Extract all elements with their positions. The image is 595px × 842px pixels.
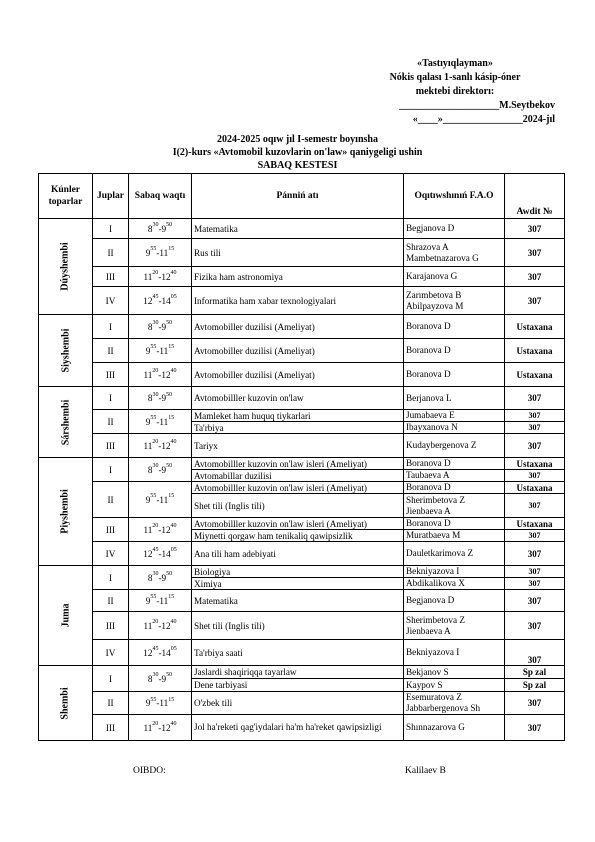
teacher-name: Abdikalikova X [406, 578, 465, 588]
pair-number: III [93, 612, 129, 640]
pair-number: IV [93, 542, 129, 566]
time-end-hour: 9 [161, 393, 167, 403]
time-start-hour: 8 [147, 673, 153, 684]
teacher-cell [404, 239, 505, 267]
room-cell: 307 [505, 387, 565, 410]
pair-number: II [93, 339, 129, 363]
approval-date: «____»________________2024-jıl [412, 114, 555, 125]
time-end-hour: 11 [159, 494, 169, 505]
pair-time: $9^{55}-11^{15}$ [129, 590, 192, 612]
teacher-name: Bekniyazova I [406, 566, 460, 576]
table-row [39, 482, 565, 494]
teacher-cell [404, 530, 505, 542]
teacher-cell [404, 578, 505, 590]
subject-cell: Informatika ham xabar texnologiyalari [192, 287, 404, 315]
teacher-name: Kudaybergenova Z [406, 440, 477, 450]
time-end-hour: 9 [161, 464, 167, 475]
teacher-name: Begjanova D [406, 595, 455, 605]
subject-cell: Shet tili (Inglis tili) [192, 494, 404, 518]
teacher-name: Sherimbetova Z [406, 494, 465, 505]
teacher-cell [404, 494, 505, 518]
time-end-minute: 05 [170, 547, 177, 554]
time-end-minute: 15 [168, 246, 175, 253]
day-name: Shembi [59, 686, 71, 720]
time-start-minute: 30 [152, 672, 159, 679]
teacher-cell [404, 482, 505, 494]
teacher-name: Begjanova D [406, 223, 455, 233]
time-end-minute: 15 [168, 493, 175, 500]
teacher-name: Boranova D [406, 458, 451, 468]
time-start-minute: 20 [152, 523, 159, 530]
room-cell: 307 [505, 239, 565, 267]
teacher-cell [404, 518, 505, 530]
time-start-minute: 55 [150, 344, 157, 351]
pair-time: $8^{30}-9^{50}$ [129, 387, 192, 410]
time-start-minute: 30 [152, 222, 159, 229]
teacher-cell [404, 422, 505, 434]
table-row [39, 315, 565, 339]
pair-number: I [93, 219, 129, 239]
time-end-minute: 15 [168, 696, 175, 703]
pair-time: $12^{45}-14^{05}$ [129, 640, 192, 666]
time-end-hour: 9 [161, 572, 167, 583]
room-cell: 307 [505, 612, 565, 640]
table-row [39, 518, 565, 530]
time-start-minute: 55 [150, 493, 157, 500]
room-cell: 307 [505, 566, 565, 578]
pair-number: III [93, 267, 129, 287]
room-cell: 307 [505, 494, 565, 518]
time-start-hour: 8 [147, 393, 153, 403]
heading-course: I(2)-kurs «Avtomobil kuzovlarin on'law» qaniygeligi ushin [172, 147, 423, 158]
pair-time: $11^{20}-12^{40}$ [129, 715, 192, 741]
day-cell [39, 219, 93, 315]
room-cell: 307 [505, 470, 565, 482]
subject-cell: Avtomobiller duzilisi (Ameliyat) [192, 339, 404, 363]
teacher-name: Ibayxanova N [406, 422, 458, 432]
teacher-name: Karajanova G [406, 271, 458, 281]
time-end-hour: 11 [159, 698, 169, 708]
time-end-hour: 12 [161, 722, 171, 733]
time-start-hour: 9 [145, 698, 151, 708]
day-name: Siyshembi [60, 328, 71, 373]
time-start-hour: 9 [145, 494, 151, 505]
subject-cell: Rus tili [192, 239, 404, 267]
subject-cell: Matematika [192, 219, 404, 239]
pair-time: $11^{20}-12^{40}$ [129, 267, 192, 287]
teacher-cell [404, 339, 505, 363]
teacher-cell [404, 640, 505, 666]
subject-cell: Miynetti qorgaw ham tenikaliq qawipsizlik [192, 530, 404, 542]
time-end-minute: 15 [168, 344, 175, 351]
pair-number: III [93, 518, 129, 542]
time-start-hour: 11 [143, 271, 153, 282]
teacher-name: Kaypov S [406, 679, 443, 690]
teacher-name: Jienbaeva A [406, 625, 451, 636]
time-end-minute: 05 [170, 294, 177, 301]
room-cell: 307 [505, 692, 565, 715]
time-start-minute: 30 [152, 571, 159, 578]
teacher-name: Dauletkarimova Z [406, 548, 474, 558]
pair-time: $8^{30}-9^{50}$ [129, 458, 192, 482]
time-start-minute: 45 [152, 547, 159, 554]
room-cell: 307 [505, 530, 565, 542]
pair-time: $12^{45}-14^{05}$ [129, 287, 192, 315]
time-start-minute: 20 [152, 368, 159, 375]
approval-title: «Tastıyıqlayman» [417, 58, 493, 69]
teacher-name: Boranova D [406, 345, 451, 355]
teacher-name: Boranova D [406, 518, 451, 528]
subject-cell: Shet tili (Inglis tili) [192, 612, 404, 640]
time-end-hour: 14 [161, 647, 171, 658]
teacher-name: Boranova D [406, 321, 451, 331]
pair-number: II [93, 482, 129, 518]
teacher-name: Shrazova A [406, 241, 449, 252]
pair-time: $11^{20}-12^{40}$ [129, 612, 192, 640]
time-start-minute: 45 [152, 646, 159, 653]
subject-cell: Avtomobilller kuzovin on'law [192, 387, 404, 410]
teacher-name: Taubaeva A [406, 470, 450, 480]
teacher-name: Boranova D [406, 482, 451, 492]
time-end-minute: 40 [170, 270, 177, 277]
approval-position: mektebi direktorı: [415, 86, 495, 97]
teacher-cell [404, 267, 505, 287]
subject-cell: Avtomobilller kuzovin on'law isleri (Ameliyat) [192, 482, 404, 494]
subject-cell: Avtomobilller kuzovin on'law isleri (Ameliyat) [192, 458, 404, 470]
approval-signature: ____________________M.Seytbekov [399, 100, 555, 111]
teacher-name: Jienbaeva A [406, 505, 451, 516]
pair-number: III [93, 363, 129, 387]
subject-cell: Avtomobilller kuzovin on'law isleri (Ameliyat) [192, 518, 404, 530]
pair-number: III [93, 434, 129, 458]
teacher-cell [404, 363, 505, 387]
time-start-hour: 8 [147, 321, 153, 332]
time-end-minute: 05 [170, 646, 177, 653]
teacher-name: Zarımbetova B [406, 289, 462, 300]
teacher-name: Shınnazarova G [406, 722, 465, 732]
subject-cell: Biologiya [192, 566, 404, 578]
subject-cell: Ta'rbiya [192, 422, 404, 434]
day-name: Juma [60, 603, 71, 628]
room-cell: Sp zal [505, 666, 565, 679]
time-end-minute: 40 [170, 721, 177, 728]
table-row [39, 239, 565, 267]
room-cell: 307 [505, 715, 565, 741]
teacher-cell [404, 666, 505, 679]
table-row [39, 410, 565, 422]
table-row [39, 387, 565, 410]
header-time: Sabaq waqtı [129, 174, 192, 219]
time-start-minute: 55 [150, 594, 157, 601]
teacher-name: Jabbarbergenova Sh [406, 703, 481, 713]
subject-cell: O'zbek tili [192, 692, 404, 715]
room-cell: Ustaxana [505, 458, 565, 470]
time-end-hour: 12 [161, 620, 171, 631]
pair-number: I [93, 666, 129, 692]
table-row [39, 267, 565, 287]
room-cell: 307 [505, 287, 565, 315]
table-row [39, 715, 565, 741]
day-cell [39, 387, 93, 458]
pair-time: $8^{30}-9^{50}$ [129, 315, 192, 339]
day-name: Dúyshembi [59, 242, 71, 291]
time-end-minute: 40 [170, 368, 177, 375]
time-end-minute: 15 [168, 415, 175, 422]
time-start-minute: 55 [150, 696, 157, 703]
time-start-hour: 12 [143, 647, 153, 658]
pair-time: $9^{55}-11^{15}$ [129, 239, 192, 267]
table-row [39, 692, 565, 715]
table-row [39, 287, 565, 315]
subject-cell: Tariyx [192, 434, 404, 458]
time-end-minute: 15 [168, 594, 175, 601]
teacher-name: Abilpayzova M [406, 300, 464, 311]
teacher-cell [404, 287, 505, 315]
teacher-cell [404, 566, 505, 578]
table-row [39, 458, 565, 470]
day-cell [39, 666, 93, 741]
time-end-hour: 14 [161, 295, 171, 306]
time-end-minute: 50 [166, 571, 173, 578]
time-end-minute: 50 [166, 320, 173, 327]
time-end-hour: 9 [161, 321, 167, 332]
footer-right: Kalilaev B [405, 766, 446, 776]
day-name: Piyshembi [59, 489, 71, 534]
time-end-hour: 9 [161, 673, 167, 684]
time-start-hour: 9 [145, 247, 151, 258]
subject-cell: Mamleket ham huquq tiykarlari [192, 410, 404, 422]
subject-cell: Dene tarbiyasi [192, 679, 404, 692]
time-end-hour: 14 [161, 548, 171, 559]
time-end-minute: 40 [170, 523, 177, 530]
time-end-hour: 9 [161, 223, 167, 234]
table-row [39, 640, 565, 666]
table-header-row [39, 174, 565, 219]
header-pair: Juplar [93, 174, 129, 219]
time-start-hour: 12 [143, 295, 153, 306]
room-cell: Ustaxana [505, 339, 565, 363]
teacher-cell [404, 470, 505, 482]
time-start-hour: 11 [143, 369, 153, 380]
pair-number: III [93, 715, 129, 741]
room-cell: Ustaxana [505, 482, 565, 494]
time-end-hour: 11 [159, 345, 169, 356]
time-start-hour: 11 [143, 722, 153, 733]
footer-left: OIBDO: [133, 766, 166, 776]
subject-cell: Matematika [192, 590, 404, 612]
subject-cell: Avtomobiller duzilisi (Ameliyat) [192, 315, 404, 339]
teacher-name: Esemuratova Z [406, 692, 462, 702]
room-cell: 307 [505, 542, 565, 566]
pair-number: II [93, 239, 129, 267]
teacher-cell [404, 219, 505, 239]
room-cell: 307 [505, 422, 565, 434]
time-end-minute: 40 [170, 439, 177, 446]
schedule-body [39, 219, 565, 741]
time-start-hour: 11 [143, 440, 153, 451]
header-teacher: Oqıtıwshınıń F.A.O [404, 174, 505, 219]
teacher-cell [404, 434, 505, 458]
time-start-minute: 20 [152, 270, 159, 277]
header-subject: Pánniń atı [192, 174, 404, 219]
table-row [39, 666, 565, 679]
pair-time: $11^{20}-12^{40}$ [129, 434, 192, 458]
time-start-minute: 55 [150, 246, 157, 253]
day-cell [39, 566, 93, 666]
pair-number: II [93, 410, 129, 434]
time-end-minute: 50 [166, 672, 173, 679]
room-cell: 307 [505, 640, 565, 666]
time-start-hour: 9 [145, 345, 151, 356]
table-row [39, 219, 565, 239]
teacher-name: Bekjanov S [406, 666, 449, 677]
time-end-hour: 12 [161, 369, 171, 380]
pair-time: $9^{55}-11^{15}$ [129, 482, 192, 518]
subject-cell: Jaslardi shaqiriqqa tayarlaw [192, 666, 404, 679]
time-start-minute: 20 [152, 439, 159, 446]
room-cell: Sp zal [505, 679, 565, 692]
day-cell [39, 315, 93, 387]
table-row [39, 363, 565, 387]
time-end-hour: 11 [159, 416, 169, 427]
time-end-minute: 40 [170, 619, 177, 626]
time-start-minute: 30 [152, 320, 159, 327]
room-cell: 307 [505, 219, 565, 239]
time-start-hour: 11 [143, 524, 153, 535]
teacher-name: Sherimbetova Z [406, 614, 465, 625]
teacher-cell [404, 315, 505, 339]
day-name: Sárshembi [60, 399, 71, 445]
pair-number: II [93, 590, 129, 612]
approval-school: Nókis qalası 1-sanlı kásip-óner [389, 72, 521, 83]
subject-cell: Avtomabillar duzilisi [192, 470, 404, 482]
subject-cell: Ximiya [192, 578, 404, 590]
time-end-hour: 12 [161, 440, 171, 451]
pair-time: $9^{55}-11^{15}$ [129, 692, 192, 715]
teacher-name: Boranova D [406, 369, 451, 379]
table-row [39, 434, 565, 458]
pair-number: IV [93, 287, 129, 315]
heading-semester: 2024-2025 oqıw jıl I-semestr boyınsha [217, 134, 378, 145]
room-cell: 307 [505, 267, 565, 287]
time-end-minute: 50 [166, 463, 173, 470]
pair-time: $8^{30}-9^{50}$ [129, 219, 192, 239]
pair-number: I [93, 458, 129, 482]
teacher-cell [404, 410, 505, 422]
pair-number: II [93, 692, 129, 715]
pair-time: $9^{55}-11^{15}$ [129, 339, 192, 363]
pair-time: $8^{30}-9^{50}$ [129, 566, 192, 590]
table-row [39, 612, 565, 640]
pair-time: $11^{20}-12^{40}$ [129, 518, 192, 542]
pair-time: $11^{20}-12^{40}$ [129, 363, 192, 387]
teacher-cell [404, 458, 505, 470]
time-end-minute: 50 [166, 222, 173, 229]
time-start-hour: 8 [147, 572, 153, 583]
room-cell: 307 [505, 578, 565, 590]
room-cell: Ustaxana [505, 363, 565, 387]
room-cell: 307 [505, 590, 565, 612]
pair-number: I [93, 315, 129, 339]
teacher-cell [404, 590, 505, 612]
teacher-name: Bekniyazova I [406, 647, 460, 657]
pair-time: $8^{30}-9^{50}$ [129, 666, 192, 692]
time-end-hour: 11 [159, 247, 169, 258]
teacher-cell [404, 715, 505, 741]
table-row [39, 590, 565, 612]
teacher-cell [404, 387, 505, 410]
schedule-table [38, 173, 565, 741]
time-end-hour: 12 [161, 271, 171, 282]
time-start-hour: 8 [147, 223, 153, 234]
time-start-minute: 30 [152, 463, 159, 470]
pair-number: I [93, 387, 129, 410]
table-row [39, 339, 565, 363]
teacher-cell [404, 679, 505, 692]
time-start-minute: 45 [152, 294, 159, 301]
time-start-hour: 8 [147, 464, 153, 475]
pair-time: $12^{45}-14^{05}$ [129, 542, 192, 566]
subject-cell: Jol ha'reketi qag'iydalari ha'm ha'reket qawipsizligi [192, 715, 404, 741]
time-start-hour: 11 [143, 620, 153, 631]
table-row [39, 566, 565, 578]
header-day: Kúnler toparlar [39, 174, 93, 219]
teacher-cell [404, 692, 505, 715]
subject-cell: Avtomobiller duzilisi (Ameliyat) [192, 363, 404, 387]
teacher-cell [404, 542, 505, 566]
subject-cell: Fizika ham astronomiya [192, 267, 404, 287]
subject-cell: Ta'rbiya saati [192, 640, 404, 666]
teacher-name: Muratbaeva M [406, 530, 461, 540]
subject-cell: Ana tili ham adebiyati [192, 542, 404, 566]
time-start-hour: 9 [145, 416, 151, 427]
time-start-minute: 55 [150, 415, 157, 422]
room-cell: Ustaxana [505, 518, 565, 530]
room-cell: 307 [505, 434, 565, 458]
header-room: Awdit № [505, 174, 565, 219]
heading-title: SABAQ KESTESI [257, 160, 338, 171]
time-end-hour: 11 [159, 595, 169, 606]
room-cell: Ustaxana [505, 315, 565, 339]
time-end-hour: 12 [161, 524, 171, 535]
time-start-hour: 9 [145, 595, 151, 606]
approval-block [355, 57, 555, 127]
teacher-name: Berjanova L [406, 392, 452, 403]
room-cell: 307 [505, 410, 565, 422]
pair-number: IV [93, 640, 129, 666]
pair-time: $9^{55}-11^{15}$ [129, 410, 192, 434]
time-start-minute: 20 [152, 721, 159, 728]
time-end-minute: 50 [166, 391, 173, 398]
time-start-minute: 20 [152, 619, 159, 626]
teacher-name: Mambetnazarova G [406, 252, 479, 263]
time-start-hour: 12 [143, 548, 153, 559]
day-cell [39, 458, 93, 566]
table-row [39, 542, 565, 566]
teacher-name: Jumabaeva E [406, 410, 455, 420]
time-start-minute: 30 [152, 391, 159, 398]
pair-number: I [93, 566, 129, 590]
teacher-cell [404, 612, 505, 640]
